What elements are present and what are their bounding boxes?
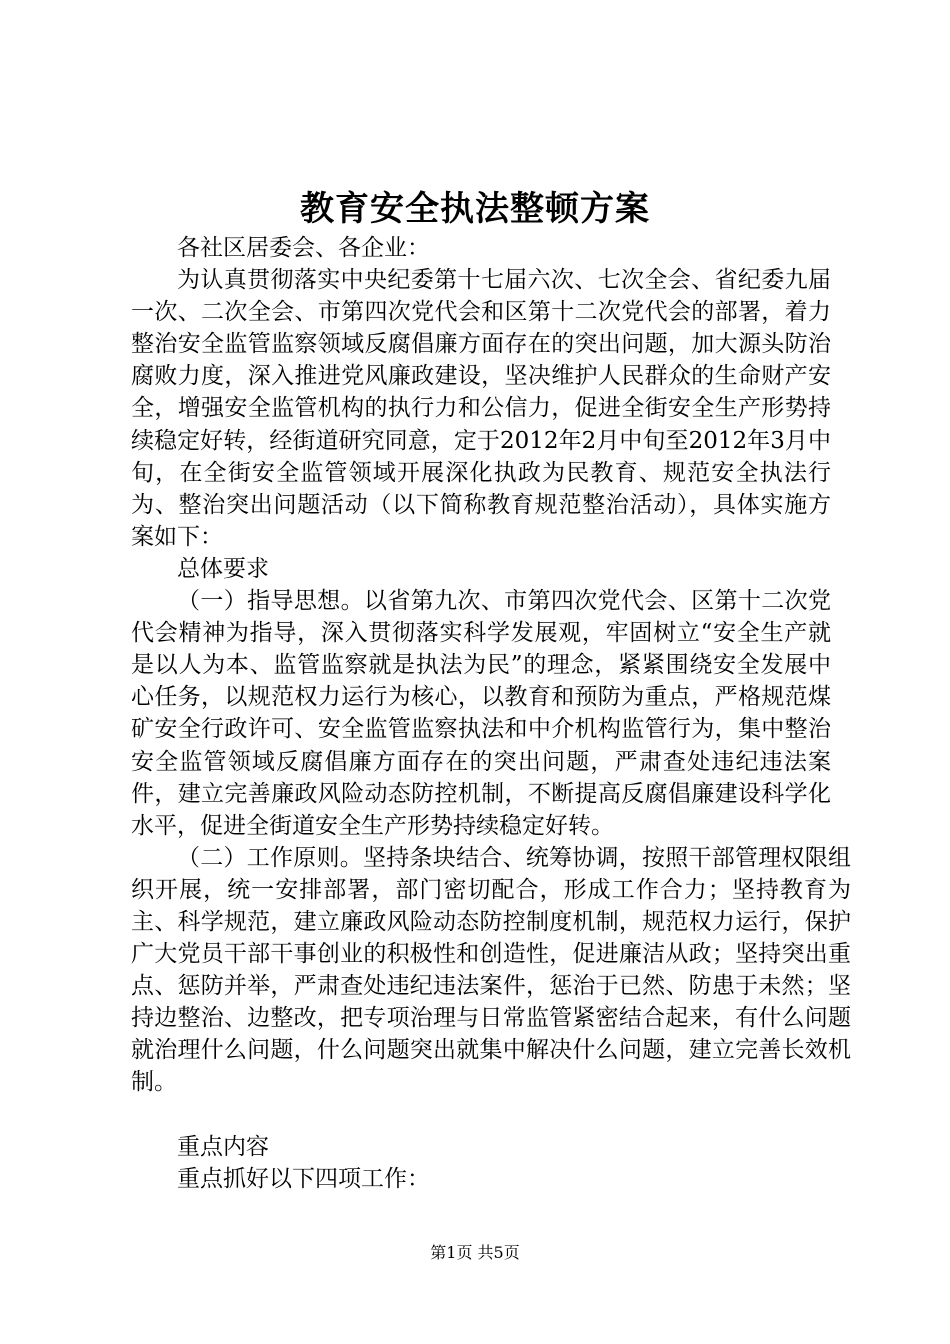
section-heading-overall: 总体要求 [177,555,269,582]
document-title: 教育安全执法整顿方案 [300,189,650,229]
page-footer: 第1页 共5页 [430,1243,520,1262]
guiding-ideology-paragraph: （一）指导思想。以省第九次、市第四次党代会、区第十二次党代会精神为指导，深入贯彻落实科学发展观，牢固树立“安全生产就是以人为本、监管监察就是执法为民”的理念，紧紧围绕安全发展中心任务，以规范权力运行为核心，以教育和预防为重点，严格规范煤矿安全行政许可、安全监管监察执法和中介机构监管行为，集中整治安全监管领域反腐倡廉方面存在的突出问题，严肃查处违纪违法案件，建立完善廉政风险动态防控机制，不断提高反腐倡廉建设科学化水平，促进全街道安全生产形势持续稳定好转。 [131,588,831,839]
salutation: 各社区居委会、各企业： [177,235,430,261]
working-principles-paragraph: （二）工作原则。坚持条块结合、统筹协调，按照干部管理权限组织开展，统一安排部署，部门密切配合，形成工作合力；坚持教育为主、科学规范，建立廉政风险动态防控制度机制，规范权力运行，保护广大党员干部干事创业的积极性和创造性，促进廉洁从政；坚持突出重点、惩防并举，严肃查处违纪违法案件，惩治于已然、防患于未然；坚持边整治、边整改，把专项治理与日常监管紧密结合起来，有什么问题就治理什么问题，什么问题突出就集中解决什么问题，建立完善长效机制。 [131,844,851,1096]
focus-intro-paragraph: 重点抓好以下四项工作： [177,1165,430,1192]
document-body [131,232,851,1195]
intro-paragraph: 为认真贯彻落实中央纪委第十七届六次、七次全会、省纪委九届一次、二次全会、市第四次党代会和区第十二次党代会的部署，着力整治安全监管监察领域反腐倡廉方面存在的突出问题，加大源头防治腐败力度，深入推进党风廉政建设，坚决维护人民群众的生命财产安全，增强安全监管机构的执行力和公信力，促进全街安全生产形势持续稳定好转，经街道研究同意，定于2012年2月中旬至2012年3月中旬，在全街安全监管领域开展深化执政为民教育、规范安全执法行为、整治突出问题活动（以下简称教育规范整治活动），具体实施方案如下： [131,267,831,550]
paragraph-gap [131,1099,831,1131]
section-heading-focus: 重点内容 [177,1133,269,1160]
